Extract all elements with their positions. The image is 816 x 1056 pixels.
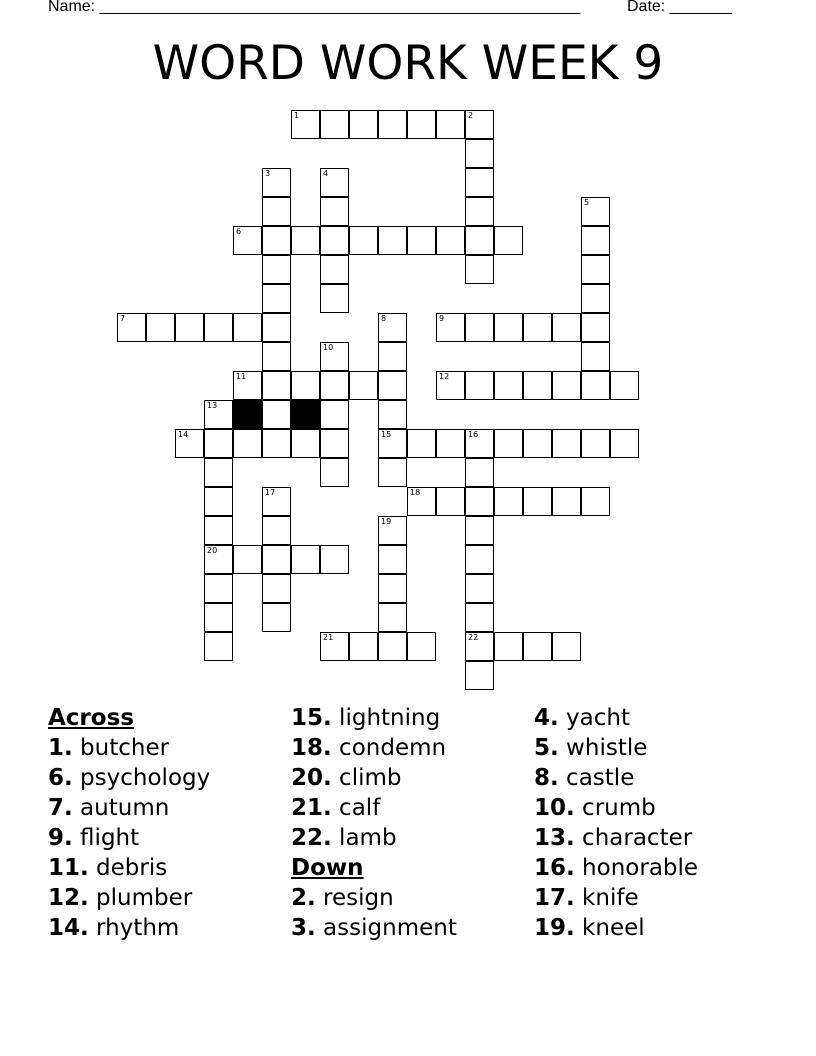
grid-cell[interactable] (581, 313, 610, 342)
cell-number: 10 (323, 343, 334, 352)
cell-number: 12 (439, 372, 450, 381)
grid-cell[interactable] (378, 603, 407, 632)
clue-item (48, 853, 210, 883)
clue-number: 22. (291, 825, 332, 851)
grid-cell[interactable] (494, 371, 523, 400)
grid-cell[interactable] (465, 487, 494, 516)
clue-number: 18. (291, 735, 332, 761)
clue-item (291, 793, 457, 823)
grid-cell[interactable] (378, 458, 407, 487)
page-title: WORD WORK WEEK 9 (152, 36, 664, 91)
cell-number: 2 (468, 111, 474, 120)
grid-cell[interactable] (465, 458, 494, 487)
cell-number: 13 (207, 401, 218, 410)
clue-item (291, 823, 457, 853)
grid-cell[interactable] (378, 574, 407, 603)
grid-cell[interactable] (407, 226, 436, 255)
clue-word: crumb (574, 795, 656, 821)
clue-heading-across: Across (48, 705, 134, 731)
clue-item (291, 763, 457, 793)
grid-cell[interactable] (204, 545, 233, 574)
grid-cell[interactable] (291, 110, 320, 139)
grid-cell[interactable] (581, 255, 610, 284)
grid-cell[interactable] (523, 371, 552, 400)
grid-cell[interactable] (204, 516, 233, 545)
grid-cell[interactable] (320, 284, 349, 313)
grid-block (233, 400, 262, 429)
clue-column-3 (534, 703, 698, 943)
cell-number: 17 (265, 488, 276, 497)
grid-cell[interactable] (320, 197, 349, 226)
clue-number: 1. (48, 735, 73, 761)
grid-cell[interactable] (610, 371, 639, 400)
clue-number: 13. (534, 825, 575, 851)
grid-cell[interactable] (175, 429, 204, 458)
cell-number: 18 (410, 488, 421, 497)
grid-cell[interactable] (465, 226, 494, 255)
clue-item (534, 823, 698, 853)
cell-number: 4 (323, 169, 329, 178)
grid-cell[interactable] (465, 545, 494, 574)
grid-cell[interactable] (349, 110, 378, 139)
grid-cell[interactable] (465, 429, 494, 458)
clue-number: 8. (534, 765, 559, 791)
clue-number: 15. (291, 705, 332, 731)
clue-item (534, 883, 698, 913)
grid-cell[interactable] (320, 458, 349, 487)
grid-cell[interactable] (320, 110, 349, 139)
grid-cell[interactable] (465, 661, 494, 690)
clue-item (534, 733, 698, 763)
clue-number: 21. (291, 795, 332, 821)
clue-number: 3. (291, 915, 316, 941)
grid-cell[interactable] (291, 371, 320, 400)
grid-cell[interactable] (378, 429, 407, 458)
grid-cell[interactable] (494, 313, 523, 342)
grid-cell[interactable] (204, 632, 233, 661)
cell-number: 19 (381, 517, 392, 526)
clue-word: honorable (574, 855, 699, 881)
clue-word: lamb (331, 825, 397, 851)
grid-cell[interactable] (552, 632, 581, 661)
clue-word: flight (72, 825, 140, 851)
clue-word: rhythm (88, 915, 180, 941)
grid-cell[interactable] (407, 429, 436, 458)
clue-word: whistle (558, 735, 648, 761)
grid-cell[interactable] (291, 545, 320, 574)
grid-cell[interactable] (378, 632, 407, 661)
grid-cell[interactable] (407, 632, 436, 661)
clue-number: 11. (48, 855, 89, 881)
grid-cell[interactable] (494, 632, 523, 661)
grid-cell[interactable] (262, 516, 291, 545)
clue-word: plumber (88, 885, 193, 911)
grid-cell[interactable] (146, 313, 175, 342)
clue-word: climb (331, 765, 402, 791)
grid-cell[interactable] (465, 139, 494, 168)
grid-cell[interactable] (465, 516, 494, 545)
name-line: Name: ______________________________________________________ (48, 0, 581, 15)
grid-cell[interactable] (552, 487, 581, 516)
grid-cell[interactable] (262, 342, 291, 371)
grid-cell[interactable] (262, 255, 291, 284)
clue-word: yacht (558, 705, 631, 731)
clue-word: condemn (331, 735, 447, 761)
clue-number: 14. (48, 915, 89, 941)
clue-item (48, 793, 210, 823)
grid-cell[interactable] (378, 342, 407, 371)
clue-word: castle (558, 765, 635, 791)
grid-cell[interactable] (465, 632, 494, 661)
clue-item (48, 823, 210, 853)
grid-cell[interactable] (233, 371, 262, 400)
clue-number: 2. (291, 885, 316, 911)
clue-column-1 (48, 703, 210, 943)
clue-heading-down: Down (291, 855, 364, 881)
grid-cell[interactable] (581, 342, 610, 371)
grid-cell[interactable] (204, 487, 233, 516)
grid-cell[interactable] (465, 313, 494, 342)
clue-word: psychology (72, 765, 211, 791)
grid-cell[interactable] (320, 168, 349, 197)
grid-cell[interactable] (436, 110, 465, 139)
grid-cell[interactable] (552, 429, 581, 458)
grid-cell[interactable] (233, 226, 262, 255)
grid-cell[interactable] (494, 226, 523, 255)
grid-cell[interactable] (349, 226, 378, 255)
grid-cell[interactable] (204, 458, 233, 487)
grid-cell[interactable] (523, 313, 552, 342)
cell-number: 15 (381, 430, 392, 439)
grid-cell[interactable] (465, 197, 494, 226)
clue-item (48, 883, 210, 913)
grid-cell[interactable] (204, 603, 233, 632)
grid-cell[interactable] (320, 226, 349, 255)
grid-cell[interactable] (465, 574, 494, 603)
clue-word: assignment (315, 915, 457, 941)
grid-cell[interactable] (378, 400, 407, 429)
clue-word: knife (574, 885, 639, 911)
grid-cell[interactable] (494, 487, 523, 516)
clue-number: 16. (534, 855, 575, 881)
grid-cell[interactable] (262, 603, 291, 632)
grid-cell[interactable] (262, 574, 291, 603)
grid-cell[interactable] (436, 313, 465, 342)
clue-item (534, 763, 698, 793)
grid-cell[interactable] (552, 371, 581, 400)
grid-cell[interactable] (262, 313, 291, 342)
clue-number: 10. (534, 795, 575, 821)
cell-number: 3 (265, 169, 271, 178)
grid-cell[interactable] (581, 284, 610, 313)
clue-number: 19. (534, 915, 575, 941)
grid-cell[interactable] (378, 313, 407, 342)
grid-cell[interactable] (233, 545, 262, 574)
grid-cell[interactable] (407, 110, 436, 139)
clue-number: 5. (534, 735, 559, 761)
grid-cell[interactable] (465, 255, 494, 284)
grid-cell[interactable] (320, 342, 349, 371)
grid-cell[interactable] (581, 429, 610, 458)
grid-cell[interactable] (262, 226, 291, 255)
grid-cell[interactable] (378, 371, 407, 400)
clue-number: 12. (48, 885, 89, 911)
grid-cell[interactable] (262, 487, 291, 516)
grid-cell[interactable] (262, 545, 291, 574)
grid-cell[interactable] (204, 400, 233, 429)
grid-cell[interactable] (262, 371, 291, 400)
grid-cell[interactable] (320, 255, 349, 284)
cell-number: 8 (381, 314, 387, 323)
clue-item (291, 733, 457, 763)
clue-item (534, 703, 698, 733)
grid-cell[interactable] (581, 371, 610, 400)
clue-item (291, 913, 457, 943)
grid-cell[interactable] (204, 574, 233, 603)
clue-item (48, 913, 210, 943)
grid-cell[interactable] (175, 313, 204, 342)
grid-cell[interactable] (378, 516, 407, 545)
clue-item (48, 733, 210, 763)
cell-number: 1 (294, 111, 300, 120)
grid-cell[interactable] (233, 313, 262, 342)
clue-word: character (574, 825, 693, 851)
grid-cell[interactable] (523, 632, 552, 661)
cell-number: 9 (439, 314, 445, 323)
grid-cell[interactable] (494, 429, 523, 458)
clue-number: 9. (48, 825, 73, 851)
clue-word: resign (315, 885, 394, 911)
date-line: Date: _______ (627, 0, 732, 15)
grid-block (291, 400, 320, 429)
grid-cell[interactable] (320, 429, 349, 458)
grid-cell[interactable] (291, 226, 320, 255)
grid-cell[interactable] (465, 603, 494, 632)
cell-number: 20 (207, 546, 218, 555)
grid-cell[interactable] (465, 371, 494, 400)
clue-number: 7. (48, 795, 73, 821)
grid-cell[interactable] (320, 632, 349, 661)
cell-number: 11 (236, 372, 247, 381)
grid-cell[interactable] (581, 487, 610, 516)
grid-cell[interactable] (291, 429, 320, 458)
grid-cell[interactable] (204, 429, 233, 458)
grid-cell[interactable] (262, 168, 291, 197)
clue-word: autumn (72, 795, 170, 821)
grid-cell[interactable] (581, 197, 610, 226)
cell-number: 5 (584, 198, 590, 207)
cell-number: 21 (323, 633, 334, 642)
cell-number: 6 (236, 227, 242, 236)
grid-cell[interactable] (523, 429, 552, 458)
grid-cell[interactable] (378, 545, 407, 574)
clue-word: lightning (331, 705, 441, 731)
grid-cell[interactable] (262, 429, 291, 458)
grid-cell[interactable] (262, 197, 291, 226)
clue-item (534, 793, 698, 823)
cell-number: 16 (468, 430, 479, 439)
grid-cell[interactable] (407, 487, 436, 516)
grid-cell[interactable] (262, 284, 291, 313)
grid-cell[interactable] (262, 400, 291, 429)
cell-number: 22 (468, 633, 479, 642)
grid-cell[interactable] (610, 429, 639, 458)
clue-number: 4. (534, 705, 559, 731)
clue-word: debris (88, 855, 168, 881)
cell-number: 7 (120, 314, 126, 323)
grid-cell[interactable] (436, 487, 465, 516)
grid-cell[interactable] (204, 313, 233, 342)
grid-cell[interactable] (378, 226, 407, 255)
grid-cell[interactable] (378, 110, 407, 139)
grid-cell[interactable] (233, 429, 262, 458)
grid-cell[interactable] (465, 110, 494, 139)
clue-number: 6. (48, 765, 73, 791)
grid-cell[interactable] (117, 313, 146, 342)
clue-number: 20. (291, 765, 332, 791)
grid-cell[interactable] (349, 632, 378, 661)
clue-item (291, 883, 457, 913)
grid-cell[interactable] (436, 371, 465, 400)
clue-word: calf (331, 795, 381, 821)
grid-cell[interactable] (320, 545, 349, 574)
grid-cell[interactable] (436, 226, 465, 255)
clue-word: butcher (72, 735, 170, 761)
grid-cell[interactable] (581, 226, 610, 255)
grid-cell[interactable] (552, 313, 581, 342)
clue-number: 17. (534, 885, 575, 911)
clue-item (48, 763, 210, 793)
clue-column-2 (291, 703, 457, 943)
clue-word: kneel (574, 915, 645, 941)
grid-cell[interactable] (523, 487, 552, 516)
grid-cell[interactable] (465, 168, 494, 197)
grid-cell[interactable] (320, 371, 349, 400)
clue-item (534, 853, 698, 883)
cell-number: 14 (178, 430, 189, 439)
grid-cell[interactable] (436, 429, 465, 458)
clue-item (534, 913, 698, 943)
grid-cell[interactable] (349, 371, 378, 400)
grid-cell[interactable] (320, 400, 349, 429)
clue-item (291, 703, 457, 733)
